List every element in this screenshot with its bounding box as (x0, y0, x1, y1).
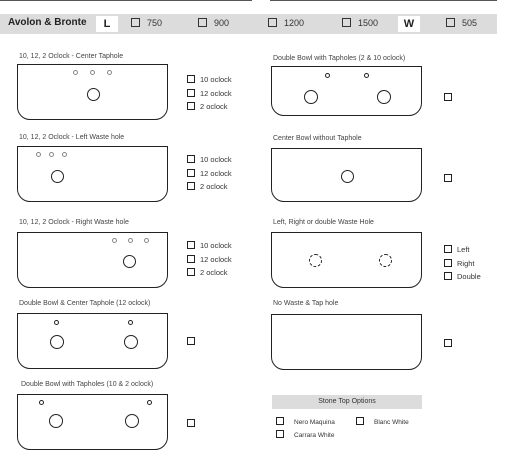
taphole-12-icon (128, 238, 133, 243)
option-2-oclock[interactable]: 2 oclock (187, 102, 232, 116)
option-10-oclock[interactable]: 10 oclock (187, 241, 232, 255)
waste-position-options (444, 245, 481, 286)
config-title: Center Bowl without Taphole (273, 135, 362, 142)
checkbox-icon[interactable] (187, 89, 195, 97)
waste-hole-right-icon (125, 414, 139, 428)
taphole-2-icon (144, 238, 149, 243)
option-2-oclock[interactable]: 2 oclock (187, 268, 232, 282)
taphole-left-icon (54, 320, 59, 325)
option-right[interactable]: Right (444, 259, 481, 273)
basin-diagram (17, 64, 168, 120)
waste-hole-icon (341, 170, 354, 183)
tap-position-options (187, 155, 232, 196)
select-checkbox[interactable] (444, 339, 452, 347)
option-10-oclock[interactable]: 10 oclock (187, 75, 232, 89)
option-12-oclock[interactable]: 12 oclock (187, 169, 232, 183)
config-title: Double Bowl & Center Taphole (12 oclock) (19, 300, 151, 307)
stone-option-carrara-white[interactable]: Carrara White (276, 430, 334, 439)
width-option-505[interactable]: 505 (446, 18, 477, 28)
stone-option-blanc-white[interactable]: Blanc White (356, 417, 409, 426)
product-title: Avolon & Bronte (8, 17, 87, 28)
waste-hole-icon (123, 255, 136, 268)
taphole-2-icon (147, 400, 152, 405)
top-rule-right (270, 0, 497, 1)
checkbox-icon[interactable] (444, 259, 452, 267)
width-letter: W (398, 16, 420, 32)
tap-position-options (187, 241, 232, 282)
option-12-oclock[interactable]: 12 oclock (187, 89, 232, 103)
length-option-1500[interactable]: 1500 (342, 18, 378, 28)
basin-diagram (17, 232, 168, 288)
basin-diagram (17, 394, 168, 450)
waste-left-dashed-icon (309, 254, 322, 267)
basin-diagram (271, 232, 422, 288)
checkbox-icon[interactable] (268, 18, 277, 27)
waste-hole-right-icon (377, 90, 391, 104)
checkbox-icon[interactable] (187, 75, 195, 83)
length-option-750[interactable]: 750 (131, 18, 162, 28)
checkbox-icon[interactable] (444, 272, 452, 280)
checkbox-icon[interactable] (187, 182, 195, 190)
taphole-10-icon (36, 152, 41, 157)
checkbox-icon[interactable] (187, 102, 195, 110)
select-checkbox[interactable] (187, 337, 195, 345)
checkbox-icon[interactable] (444, 245, 452, 253)
config-title: Double Bowl with Tapholes (10 & 2 oclock) (21, 381, 154, 388)
checkbox-icon[interactable] (276, 417, 284, 425)
select-checkbox[interactable] (444, 93, 452, 101)
taphole-right-icon (364, 73, 369, 78)
taphole-10-icon (73, 70, 78, 75)
option-12-oclock[interactable]: 12 oclock (187, 255, 232, 269)
config-title: No Waste & Tap hole (273, 300, 339, 307)
checkbox-icon[interactable] (276, 430, 284, 438)
taphole-10-icon (39, 400, 44, 405)
taphole-12-icon (49, 152, 54, 157)
checkbox-icon[interactable] (131, 18, 140, 27)
basin-diagram (17, 146, 168, 202)
basin-diagram (271, 148, 422, 202)
size-header (0, 14, 497, 34)
config-title: Left, Right or double Waste Hole (273, 219, 374, 226)
tap-position-options (187, 75, 232, 116)
checkbox-icon[interactable] (446, 18, 455, 27)
taphole-12-icon (90, 70, 95, 75)
select-checkbox[interactable] (444, 174, 452, 182)
waste-hole-left-icon (49, 414, 63, 428)
taphole-2-icon (107, 70, 112, 75)
waste-hole-left-icon (50, 335, 64, 349)
config-title: 10, 12, 2 Oclock - Left Waste hole (19, 134, 125, 141)
basin-diagram (17, 313, 168, 369)
taphole-10-icon (112, 238, 117, 243)
select-checkbox[interactable] (187, 419, 195, 427)
checkbox-icon[interactable] (187, 169, 195, 177)
option-left[interactable]: Left (444, 245, 481, 259)
option-double[interactable]: Double (444, 272, 481, 286)
taphole-2-icon (62, 152, 67, 157)
checkbox-icon[interactable] (187, 255, 195, 263)
taphole-left-icon (325, 73, 330, 78)
stone-option-nero-maquina[interactable]: Nero Maquina (276, 417, 335, 426)
stone-options-title: Stone Top Options (272, 395, 422, 409)
length-option-1200[interactable]: 1200 (268, 18, 304, 28)
option-10-oclock[interactable]: 10 oclock (187, 155, 232, 169)
waste-right-dashed-icon (379, 254, 392, 267)
checkbox-icon[interactable] (187, 155, 195, 163)
length-option-900[interactable]: 900 (198, 18, 229, 28)
waste-hole-left-icon (304, 90, 318, 104)
option-2-oclock[interactable]: 2 oclock (187, 182, 232, 196)
waste-hole-icon (51, 170, 64, 183)
waste-hole-icon (87, 88, 100, 101)
checkbox-icon[interactable] (356, 417, 364, 425)
basin-diagram (271, 314, 422, 370)
basin-diagram (271, 66, 422, 116)
length-letter: L (96, 16, 118, 32)
config-title: 10, 12, 2 Oclock - Center Taphole (19, 53, 124, 60)
checkbox-icon[interactable] (342, 18, 351, 27)
checkbox-icon[interactable] (187, 241, 195, 249)
checkbox-icon[interactable] (187, 268, 195, 276)
top-rule-left (0, 0, 252, 1)
config-title: Double Bowl with Tapholes (2 & 10 oclock) (273, 55, 406, 62)
waste-hole-right-icon (124, 335, 138, 349)
config-title: 10, 12, 2 Oclock - Right Waste hole (19, 219, 129, 226)
taphole-right-icon (128, 320, 133, 325)
checkbox-icon[interactable] (198, 18, 207, 27)
